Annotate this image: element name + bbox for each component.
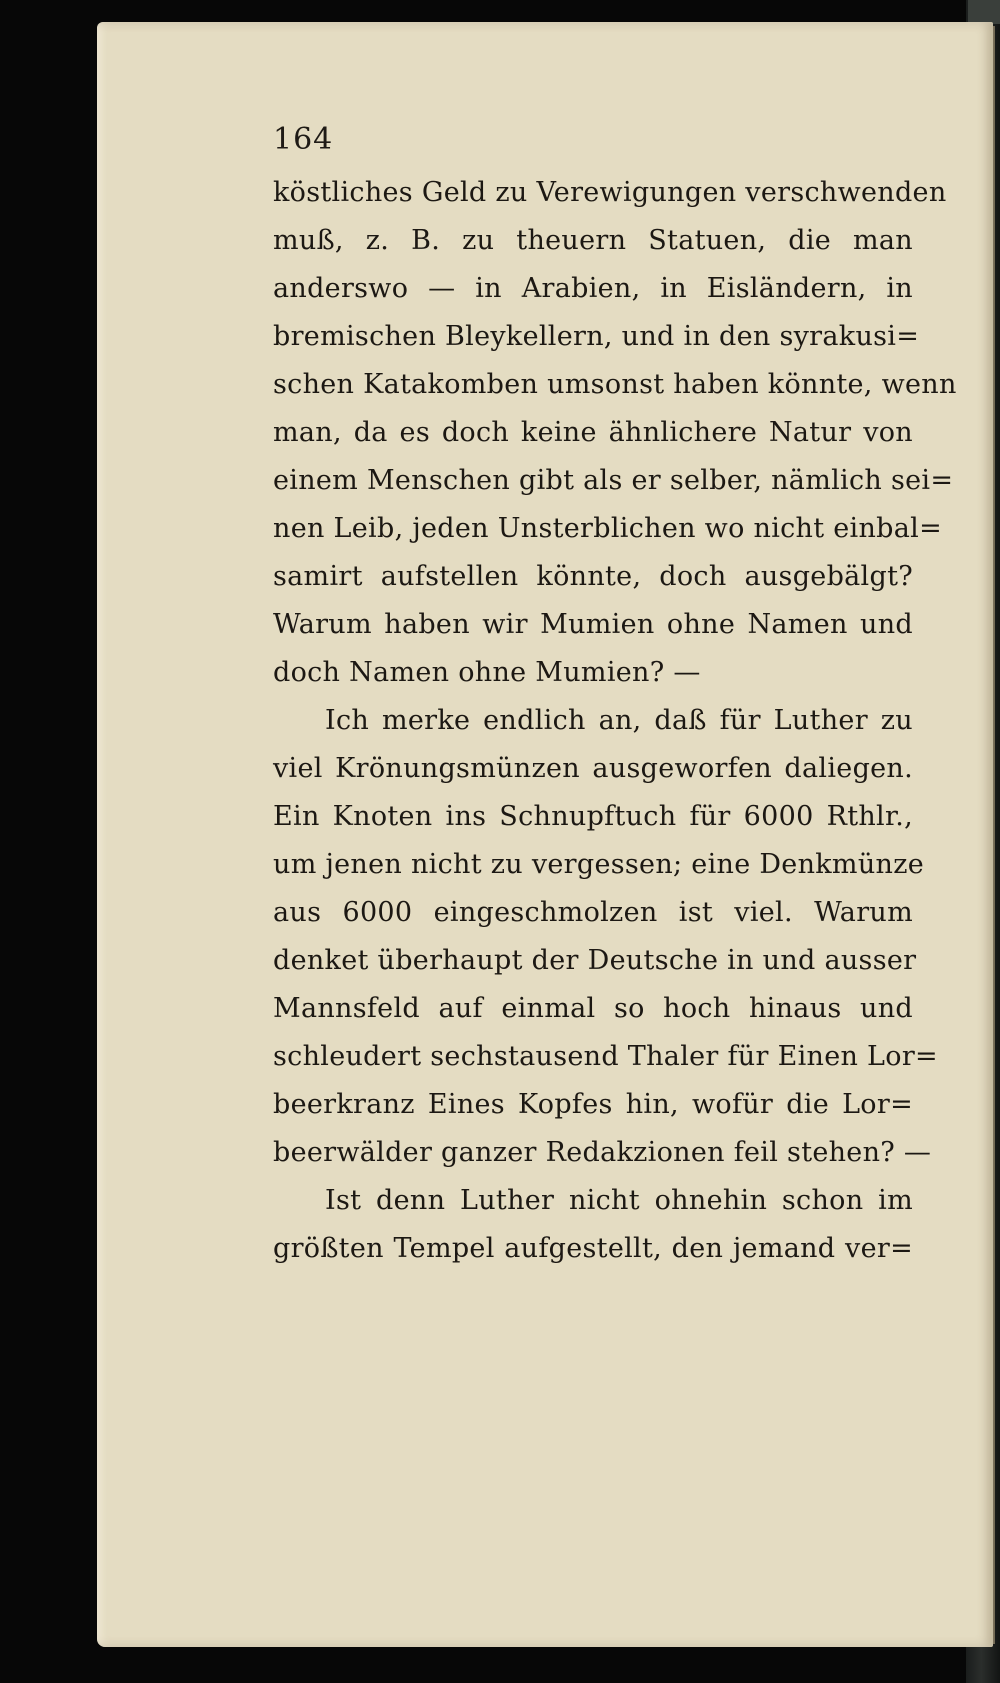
text-line: muß, z. B. zu theuern Statuen, die man [273, 225, 913, 256]
text-line: anderswo — in Arabien, in Eisländern, in [273, 273, 913, 304]
text-line: schleudert sechstausend Thaler für Einen Lor= [273, 1041, 938, 1072]
text-line: schen Katakomben umsonst haben könnte, wenn [273, 369, 957, 400]
text-line: denket überhaupt der Deutsche in und ausser [273, 945, 917, 976]
text-line: größten Tempel aufgestellt, den jemand ver= [273, 1233, 913, 1264]
text-line: nen Leib, jeden Unsterblichen wo nicht einbal= [273, 513, 943, 544]
text-line: beerwälder ganzer Redakzionen feil stehen? — [273, 1137, 932, 1168]
text-line: beerkranz Eines Kopfes hin, wofür die Lor= [273, 1089, 913, 1120]
text-line: köstliches Geld zu Verewigungen verschwenden [273, 177, 947, 208]
text-line: Ein Knoten ins Schnupftuch für 6000 Rthlr., [273, 801, 913, 832]
text-line: Mannsfeld auf einmal so hoch hinaus und [273, 993, 913, 1024]
text-line: einem Menschen gibt als er selber, nämlich sei= [273, 465, 954, 496]
text-line: Warum haben wir Mumien ohne Namen und [273, 609, 913, 640]
text-line: man, da es doch keine ähnlichere Natur von [273, 417, 913, 448]
text-line: viel Krönungsmünzen ausgeworfen daliegen. [273, 753, 913, 784]
text-line: Ist denn Luther nicht ohnehin schon im [325, 1185, 913, 1216]
text-line: Ich merke endlich an, daß für Luther zu [325, 705, 913, 736]
text-line: aus 6000 eingeschmolzen ist viel. Warum [273, 897, 913, 928]
text-line: bremischen Bleykellern, und in den syrakusi= [273, 321, 920, 352]
text-line: samirt aufstellen könnte, doch ausgebälgt? [273, 561, 913, 592]
text-line: doch Namen ohne Mumien? — [273, 657, 701, 688]
text-line: um jenen nicht zu vergessen; eine Denkmünze [273, 849, 925, 880]
page-number: 164 [273, 122, 334, 157]
spine-corner [968, 0, 1000, 24]
